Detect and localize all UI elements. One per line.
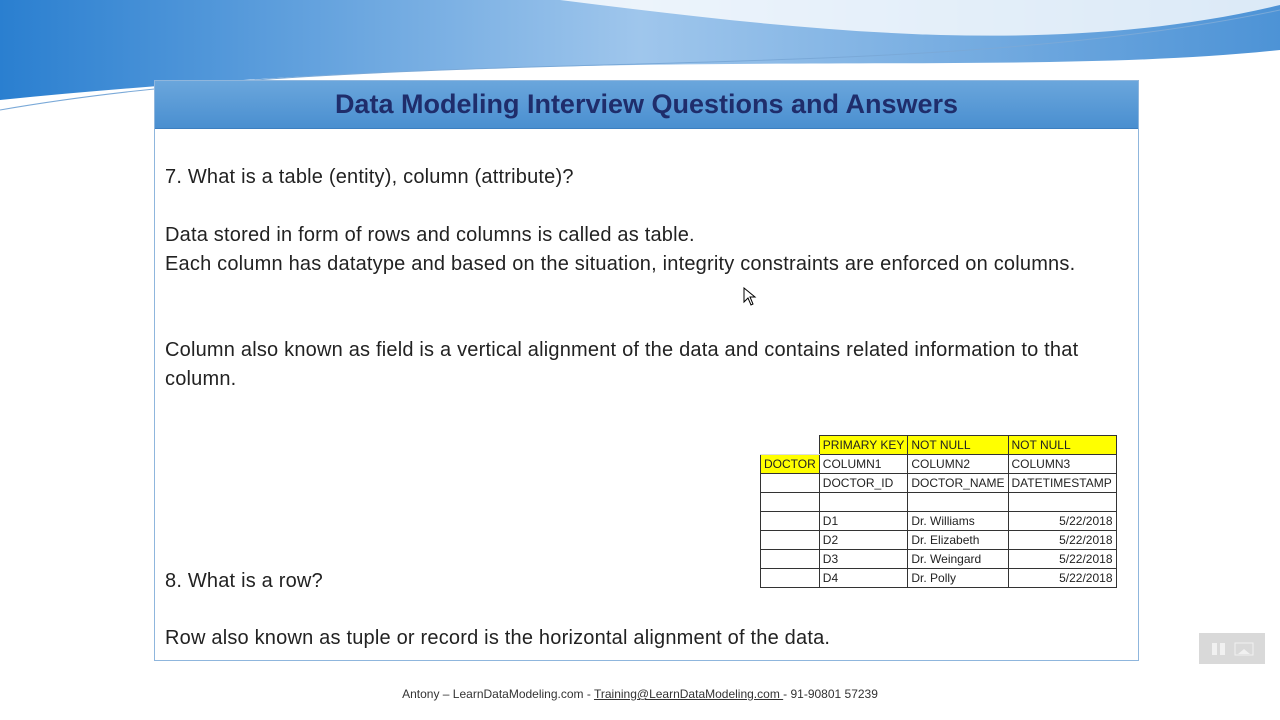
table-row: D4 Dr. Polly 5/22/2018 xyxy=(761,569,1117,588)
answer-7-line-2: Each column has datatype and based on the situation, integrity constraints are enforced on columns. xyxy=(165,253,1076,275)
entity-cell: DOCTOR xyxy=(761,455,820,474)
constraint-cell: NOT NULL xyxy=(1008,436,1116,455)
answer-7-line-1: Data stored in form of rows and columns is called as table. xyxy=(165,224,695,246)
pause-icon[interactable] xyxy=(1211,642,1227,656)
name-cell: DOCTOR_ID xyxy=(819,474,908,493)
answer-7-line-3: Column also known as field is a vertical alignment of the data and contains related information to that column. xyxy=(165,339,1079,390)
name-cell: DOCTOR_NAME xyxy=(908,474,1008,493)
slide-title: Data Modeling Interview Questions and Answers xyxy=(155,81,1138,129)
question-8: 8. What is a row? xyxy=(165,570,323,592)
slide xyxy=(154,80,1139,661)
constraint-cell: PRIMARY KEY xyxy=(819,436,908,455)
picture-icon[interactable] xyxy=(1234,642,1254,656)
column-cell: COLUMN3 xyxy=(1008,455,1116,474)
column-cell: COLUMN2 xyxy=(908,455,1008,474)
table-row: D3 Dr. Weingard 5/22/2018 xyxy=(761,550,1117,569)
mouse-cursor-icon xyxy=(743,287,757,307)
answer-8: Row also known as tuple or record is the horizontal alignment of the data. xyxy=(165,627,831,649)
question-7: 7. What is a table (entity), column (attribute)? xyxy=(165,166,574,188)
video-controls[interactable] xyxy=(1199,633,1265,664)
table-row: D1 Dr. Williams 5/22/2018 xyxy=(761,512,1117,531)
column-cell: COLUMN1 xyxy=(819,455,908,474)
table-row: D2 Dr. Elizabeth 5/22/2018 xyxy=(761,531,1117,550)
email-link[interactable]: Training@LearnDataModeling.com xyxy=(593,687,784,701)
doctor-table-example xyxy=(760,435,1117,588)
footer: Antony – LearnDataModeling.com - Training@LearnDataModeling.com - 91-90801 57239 xyxy=(402,687,878,701)
name-cell: DATETIMESTAMP xyxy=(1008,474,1116,493)
constraint-cell: NOT NULL xyxy=(908,436,1008,455)
